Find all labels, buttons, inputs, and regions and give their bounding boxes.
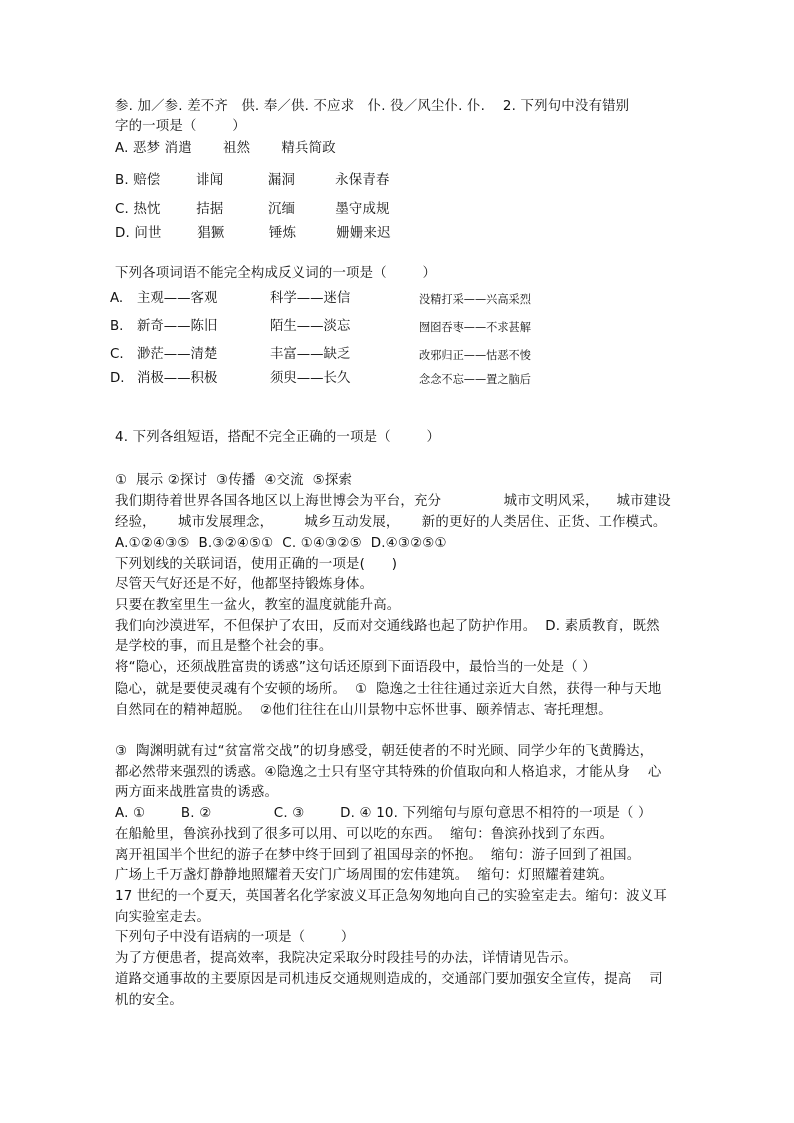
q4-passage-line-2: 经验， 城市发展理念， 城乡互动发展， 新的更好的人类居住、正货、工作模式。 <box>115 515 667 530</box>
sentence: 在船舱里，鲁滨孙找到了很多可以用、可以吃的东西。 缩句：鲁滨孙找到了东西。 <box>115 827 614 842</box>
q3-cell: 科学——迷信 <box>270 291 351 306</box>
passage-line: 两方面来战胜富贵的诱惑。 <box>115 785 279 800</box>
q3-cell: 主观——客观 <box>137 291 218 306</box>
q3-cell: 丰富——缺乏 <box>270 347 351 362</box>
q3-row-label: B. <box>110 319 124 334</box>
q3-cell: 囫囵吞枣——不求甚解 <box>419 321 531 334</box>
q3-cell: 念念不忘——置之脑后 <box>419 373 531 386</box>
sentence: 为了方便患者，提高效率，我院决定采取分时段挂号的办法，详情请见告示。 <box>115 951 578 966</box>
question-4-stem: 4. 下列各组短语，搭配不完全正确的一项是（ ） <box>115 430 441 445</box>
option-c: C. 热忱 拮据 沉缅 墨守成规 <box>115 202 390 217</box>
q3-row-label: D. <box>110 371 125 386</box>
q3-cell: 消极——积极 <box>137 371 218 386</box>
q3-cell: 没精打采——兴高采烈 <box>419 293 531 306</box>
sentence: 是学校的事，而且是整个社会的事。 <box>115 639 333 654</box>
q4-options-list: ① 展示 ②探讨 ③传播 ④交流 ⑤探索 <box>115 473 353 488</box>
q3-cell: 须臾——长久 <box>270 371 351 386</box>
sentence: 向实验室走去。 <box>115 910 211 925</box>
sentence: 道路交通事故的主要原因是司机违反交通规则造成的，交通部门要加强安全宣传，提高 司 <box>115 972 663 987</box>
sentence: 17 世纪的一个夏天，英国著名化学家波义耳正急匆匆地向自己的实验室走去。缩句：波义耳 <box>115 889 667 904</box>
sentence: 尽管天气好还是不好，他都坚持锻炼身体。 <box>115 577 374 592</box>
passage-line: 自然同在的精神超脱。 ②他们往往在山川景物中忘怀世事、颐养情志、寄托理想。 <box>115 703 612 718</box>
option-a: A. 恶梦 消遣 祖然 精兵简政 <box>115 141 336 156</box>
option-d: D. 问世 猖獗 锤炼 姗姗来迟 <box>115 226 391 241</box>
sentence: 机的安全。 <box>115 993 183 1008</box>
q3-cell: 改邪归正——怙恶不悛 <box>419 349 531 362</box>
q3-cell: 新奇——陈旧 <box>137 319 218 334</box>
question-stem: 下列句子中没有语病的一项是（ ） <box>115 930 355 945</box>
question-3-stem: 下列各项词语不能完全构成反义词的一项是（ ） <box>115 266 437 281</box>
text-line-2: 字的一项是（ ） <box>115 119 246 134</box>
question-stem: 下列划线的关联词语，使用正确的一项是( ) <box>115 557 398 572</box>
passage-line: 隐心，就是要使灵魂有个安顿的场所。 ① 隐逸之士往往通过亲近大自然，获得一种与天地 <box>115 682 662 697</box>
passage-line: 都必然带来强烈的诱惑。④隐逸之士只有坚守其特殊的价值取向和人格追求，才能从身 心 <box>115 765 662 780</box>
option-b: B. 赔偿 诽闻 漏洞 永保青春 <box>115 173 390 188</box>
sentence: 只要在教室里生一盆火，教室的温度就能升高。 <box>115 598 401 613</box>
q3-row-label: A. <box>110 291 124 306</box>
q3-cell: 陌生——淡忘 <box>270 319 351 334</box>
q4-choices: A.①②④③⑤ B.③②④⑤① C. ①④③②⑤ D.④③②⑤① <box>115 536 447 551</box>
q3-row-label: C. <box>110 347 124 362</box>
sentence: 我们向沙漠进军，不但保护了农田，反而对交通线路也起了防护作用。 D. 素质教育，既然 <box>115 619 660 634</box>
text-line-1: 参. 加／参. 差不齐 供. 奉／供. 不应求 仆. 役／风尘仆. 仆. 2. 下列句中没有错别 <box>115 99 630 114</box>
passage-line: ③ 陶渊明就有过“贫富常交战”的切身感受，朝廷使者的不时光顾、同学少年的飞黄腾达， <box>115 744 654 759</box>
choices-and-question-10: A. ① B. ② C. ③ D. ④ 10. 下列缩句与原句意思不相符的一项是（ ） <box>115 806 652 821</box>
sentence: 离开祖国半个世纪的游子在梦中终于回到了祖国母亲的怀抱。 缩句：游子回到了祖国。 <box>115 848 641 863</box>
q4-passage-line-1: 我们期待着世界各国各地区以上海世博会为平台，充分 城市文明风采， 城市建设 <box>115 494 671 509</box>
sentence: 广场上千万盏灯静静地照耀着天安门广场周围的宏伟建筑。 缩句：灯照耀着建筑。 <box>115 868 614 883</box>
q3-cell: 渺茫——清楚 <box>137 347 218 362</box>
question-stem: 将“隐心，还须战胜富贵的诱惑”这句话还原到下面语段中，最恰当的一处是（ ） <box>115 660 596 675</box>
